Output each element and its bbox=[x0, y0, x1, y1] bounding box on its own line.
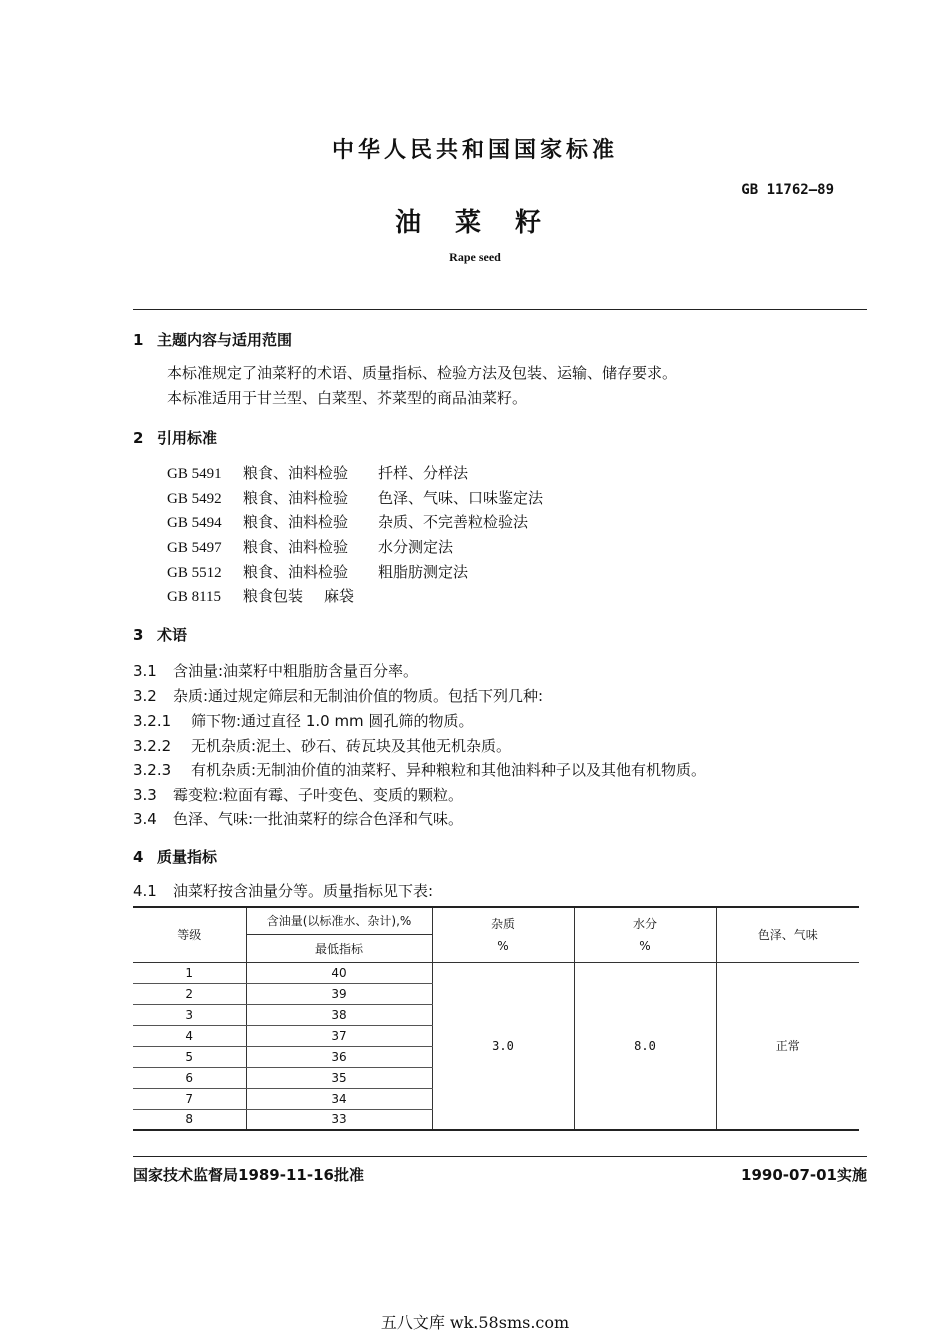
header-moisture-unit: % bbox=[639, 938, 651, 953]
reference-item bbox=[167, 585, 354, 606]
term-item bbox=[133, 784, 463, 805]
reference-name: 杂质、不完善粒检验法 bbox=[378, 513, 529, 531]
section-title: 引用标准 bbox=[157, 429, 218, 447]
term-text: 筛下物:通过直径 1.0 mm 圆孔筛的物质。 bbox=[191, 712, 474, 730]
quality-intro-number: 4.1 bbox=[133, 882, 157, 900]
reference-item bbox=[167, 462, 468, 483]
header-moisture-label: 水分 bbox=[632, 916, 657, 931]
reference-item bbox=[167, 511, 528, 532]
term-item bbox=[133, 660, 418, 681]
scope-paragraph-2: 本标准适用于甘兰型、白菜型、芥菜型的商品油菜籽。 bbox=[167, 389, 528, 407]
term-text: 有机杂质:无制油价值的油菜籽、异种粮粒和其他油料种子以及其他有机物质。 bbox=[191, 761, 707, 779]
quality-table bbox=[133, 906, 859, 1131]
section-3-heading bbox=[133, 624, 187, 645]
oil-cell: 40 bbox=[246, 962, 432, 983]
reference-name: 粗脂肪测定法 bbox=[378, 563, 469, 581]
reference-area: 粮食包装 bbox=[243, 587, 304, 605]
grade-cell: 2 bbox=[133, 983, 246, 1004]
standard-title: 中华人民共和国国家标准 bbox=[331, 138, 618, 163]
grade-cell: 6 bbox=[133, 1067, 246, 1088]
reference-name: 色泽、气味、口味鉴定法 bbox=[378, 489, 544, 507]
header-grade: 等级 bbox=[133, 907, 246, 962]
reference-code: GB 5497 bbox=[167, 540, 222, 556]
moisture-value: 8.0 bbox=[574, 962, 716, 1130]
reference-code: GB 5494 bbox=[167, 515, 222, 531]
oil-cell: 37 bbox=[246, 1025, 432, 1046]
oil-cell: 39 bbox=[246, 983, 432, 1004]
grade-cell: 5 bbox=[133, 1046, 246, 1067]
section-4-heading bbox=[133, 846, 217, 867]
term-text: 霉变粒:粒面有霉、子叶变色、变质的颗粒。 bbox=[173, 786, 464, 804]
term-number: 3.1 bbox=[133, 662, 157, 680]
section-2-heading bbox=[133, 427, 217, 448]
document-title-english: Rape seed bbox=[449, 250, 501, 264]
oil-cell: 38 bbox=[246, 1004, 432, 1025]
term-number: 3.4 bbox=[133, 810, 157, 828]
effective-date: 1990-07-01实施 bbox=[741, 1166, 867, 1184]
document-title: 油菜籽 bbox=[394, 208, 575, 238]
oil-cell: 33 bbox=[246, 1109, 432, 1130]
reference-area: 粮食、油料检验 bbox=[243, 513, 349, 531]
header-impurity-label: 杂质 bbox=[490, 916, 515, 931]
grade-cell: 1 bbox=[133, 962, 246, 983]
term-text: 含油量:油菜籽中粗脂肪含量百分率。 bbox=[173, 662, 419, 680]
reference-area: 粮食、油料检验 bbox=[243, 464, 349, 482]
reference-area: 粮食、油料检验 bbox=[243, 563, 349, 581]
section-1-heading bbox=[133, 329, 292, 350]
reference-name: 水分测定法 bbox=[378, 538, 454, 556]
term-number: 3.3 bbox=[133, 786, 157, 804]
oil-cell: 36 bbox=[246, 1046, 432, 1067]
term-number: 3.2.2 bbox=[133, 737, 172, 755]
header-impurity-unit: % bbox=[497, 938, 509, 953]
grade-cell: 8 bbox=[133, 1109, 246, 1130]
color-odor-value: 正常 bbox=[716, 962, 859, 1130]
section-number: 1 bbox=[133, 331, 144, 349]
approval-line: 国家技术监督局1989-11-16批准 bbox=[133, 1166, 364, 1184]
grade-cell: 7 bbox=[133, 1088, 246, 1109]
reference-name: 扦样、分样法 bbox=[378, 464, 469, 482]
reference-code: GB 5491 bbox=[167, 466, 222, 482]
reference-item bbox=[167, 487, 543, 508]
section-title: 质量指标 bbox=[157, 848, 218, 866]
section-number: 2 bbox=[133, 429, 144, 447]
term-text: 色泽、气味:一批油菜籽的综合色泽和气味。 bbox=[173, 810, 464, 828]
term-text: 无机杂质:泥土、砂石、砖瓦块及其他无机杂质。 bbox=[191, 737, 512, 755]
term-text: 杂质:通过规定筛层和无制油价值的物质。包括下列几种: bbox=[173, 687, 544, 705]
header-divider bbox=[133, 309, 867, 310]
watermark: 五八文库 wk.58sms.com bbox=[380, 1313, 570, 1332]
term-item bbox=[133, 710, 473, 731]
scope-paragraph-1: 本标准规定了油菜籽的术语、质量指标、检验方法及包装、运输、储存要求。 bbox=[167, 364, 678, 382]
term-number: 3.2.3 bbox=[133, 761, 172, 779]
section-number: 4 bbox=[133, 848, 144, 866]
standard-code: GB 11762—89 bbox=[741, 182, 834, 198]
quality-intro-text: 油菜籽按含油量分等。质量指标见下表: bbox=[173, 882, 434, 900]
reference-code: GB 5492 bbox=[167, 491, 222, 507]
header-color-odor: 色泽、气味 bbox=[716, 907, 859, 962]
reference-area: 粮食、油料检验 bbox=[243, 538, 349, 556]
section-title: 主题内容与适用范围 bbox=[157, 331, 293, 349]
header-oil-min: 最低指标 bbox=[246, 934, 432, 962]
reference-area: 粮食、油料检验 bbox=[243, 489, 349, 507]
quality-intro bbox=[133, 880, 433, 901]
oil-cell: 35 bbox=[246, 1067, 432, 1088]
oil-cell: 34 bbox=[246, 1088, 432, 1109]
section-title: 术语 bbox=[157, 626, 188, 644]
header-moisture bbox=[574, 907, 716, 962]
term-item bbox=[133, 759, 706, 780]
reference-item bbox=[167, 536, 453, 557]
grade-cell: 3 bbox=[133, 1004, 246, 1025]
term-item bbox=[133, 685, 543, 706]
section-number: 3 bbox=[133, 626, 144, 644]
reference-code: GB 5512 bbox=[167, 565, 222, 581]
reference-name: 麻袋 bbox=[324, 587, 355, 605]
header-oil-content: 含油量(以标准水、杂计),% bbox=[246, 907, 432, 934]
footer-divider bbox=[133, 1156, 867, 1157]
term-item bbox=[133, 735, 511, 756]
term-number: 3.2 bbox=[133, 687, 157, 705]
header-impurity bbox=[432, 907, 574, 962]
term-item bbox=[133, 808, 463, 829]
reference-item bbox=[167, 561, 468, 582]
reference-code: GB 8115 bbox=[167, 589, 222, 605]
term-number: 3.2.1 bbox=[133, 712, 172, 730]
impurity-value: 3.0 bbox=[432, 962, 574, 1130]
grade-cell: 4 bbox=[133, 1025, 246, 1046]
